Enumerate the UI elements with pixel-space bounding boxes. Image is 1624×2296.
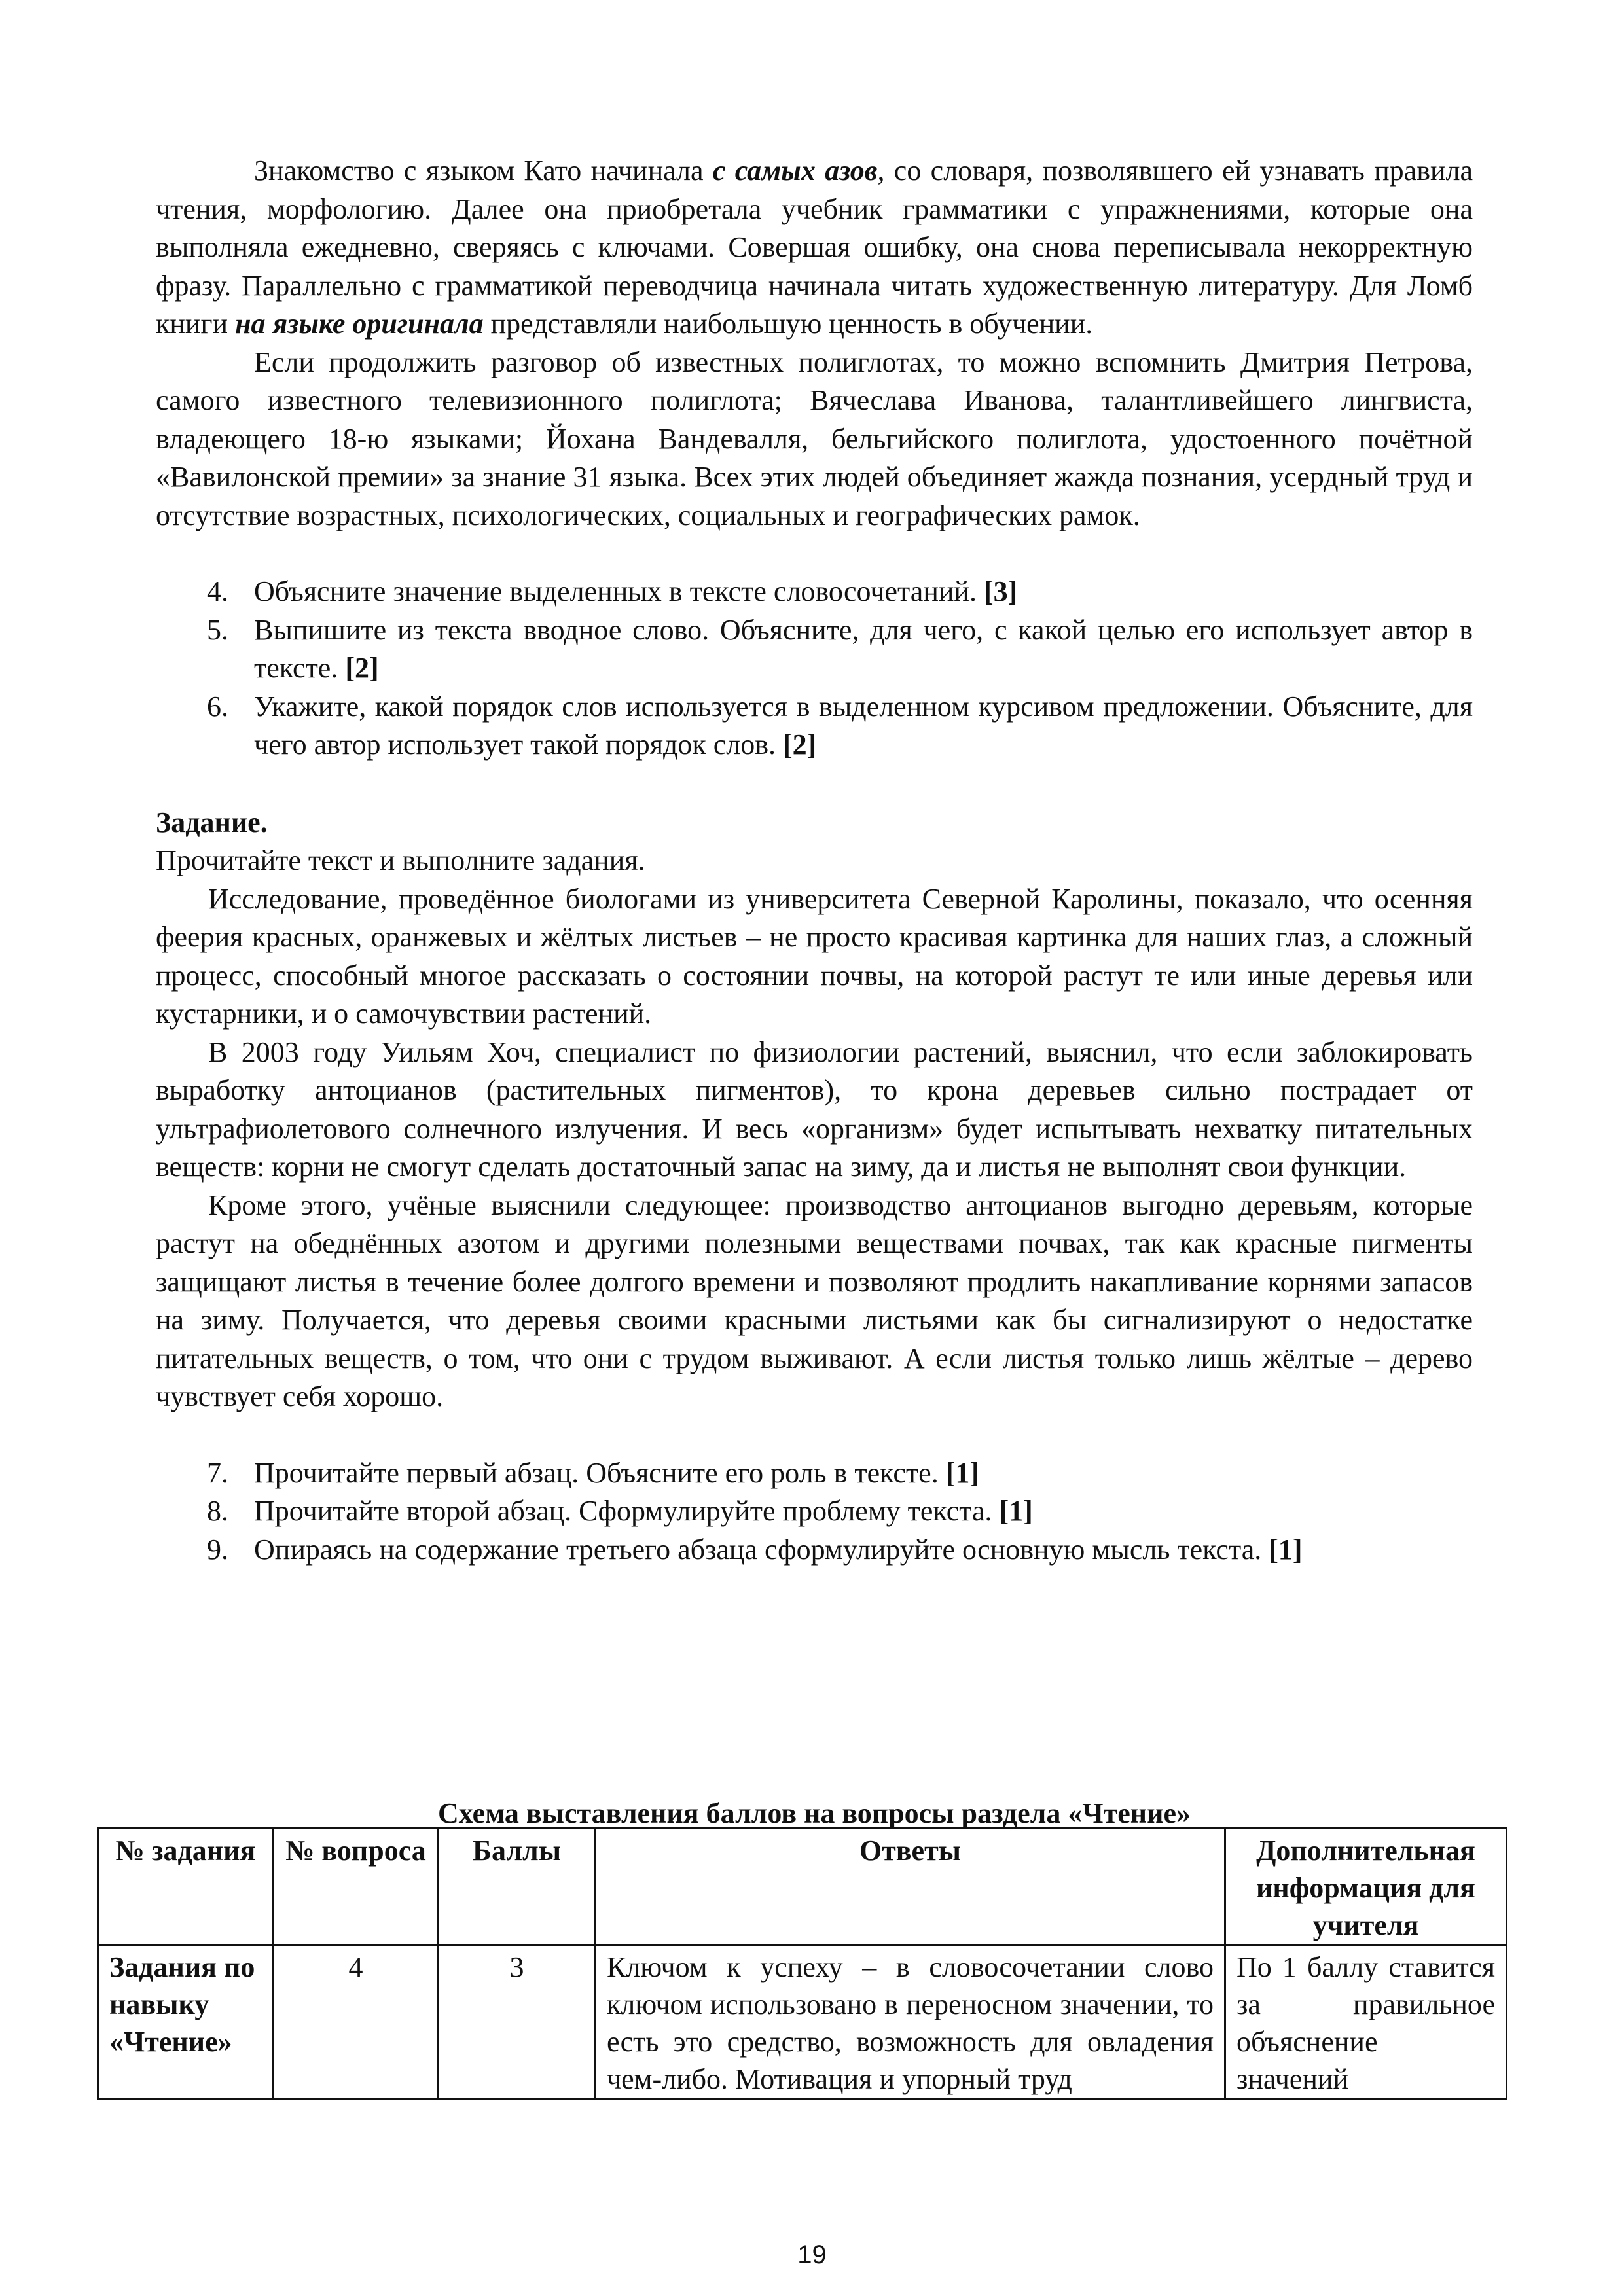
cell-points: 3	[439, 1945, 596, 2099]
task-instruction: Прочитайте текст и выполните задания.	[156, 844, 645, 876]
main-content	[156, 152, 1473, 1569]
page-number: 19	[797, 2240, 827, 2269]
cell-question: 4	[274, 1945, 439, 2099]
highlighted-phrase: на языке оригинала	[235, 308, 484, 340]
question-text: Прочитайте первый абзац. Объясните его роль в тексте.	[254, 1456, 946, 1489]
questions-list-a	[156, 573, 1473, 764]
question-text: Выпишите из текста вводное слово. Объясните, для чего, с какой целью его использует автор в тексте.	[254, 613, 1473, 684]
task-paragraph-2: В 2003 году Уильям Хоч, специалист по физиологии растений, выяснил, что если заблокировать выработку антоцианов (растительных пигментов), то крона деревьев сильно пострадает от ультрафиолетового солнечного излучения. И весь «организм» будет испытывать нехватку питательных веществ: корни не смогут сделать достаточный запас на зиму, да и листья не выполнят свои функции.	[156, 1035, 1473, 1183]
question-points: [1]	[999, 1495, 1033, 1527]
question-points: [1]	[945, 1456, 980, 1489]
task-paragraph-1: Исследование, проведённое биологами из университета Северной Каролины, показало, что осенняя феерия красных, оранжевых и жёлтых листьев – не просто красивая картинка для наших глаз, а сложный процесс, способный многое рассказать о состоянии почвы, на которой растут те или иные деревья или кустарники, и о самочувствии растений.	[156, 882, 1473, 1030]
header-question-number: № вопроса	[274, 1829, 439, 1945]
table-header-row	[98, 1829, 1507, 1945]
question-points: [1]	[1269, 1533, 1303, 1566]
question-number: 4.	[207, 575, 228, 607]
question-text: Прочитайте второй абзац. Сформулируйте проблему текста.	[254, 1495, 1000, 1527]
questions-list-b	[156, 1454, 1473, 1570]
scoring-table	[97, 1827, 1507, 2100]
question-text: Опираясь на содержание третьего абзаца сформулируйте основную мысль текста.	[254, 1533, 1269, 1566]
table-row	[98, 1945, 1507, 2099]
question-item	[156, 1531, 1473, 1570]
question-number: 5.	[207, 613, 228, 646]
question-number: 9.	[207, 1533, 228, 1566]
header-points: Баллы	[439, 1829, 596, 1945]
cell-answer: Ключом к успеху – в словосочетании слово ключом использовано в переносном значении, то есть это средство, возможность для овладения чем-либо. Мотивация и упорный труд	[596, 1945, 1225, 2099]
question-item	[156, 1454, 1473, 1493]
question-text: Укажите, какой порядок слов используется в выделенном курсивом предложении. Объясните, для чего автор использует такой порядок слов.	[254, 690, 1473, 761]
scheme-title: Схема выставления баллов на вопросы раздела «Чтение»	[437, 1797, 1191, 1829]
text-run: представляли наибольшую ценность в обучении.	[483, 308, 1093, 340]
task-heading: Задание.	[156, 806, 268, 838]
cell-note: По 1 баллу ставится за правильное объяснение значений	[1225, 1945, 1507, 2099]
cell-task: Задания по навыку «Чтение»	[98, 1945, 274, 2099]
header-teacher-info: Дополнительная информация для учителя	[1225, 1829, 1507, 1945]
question-item	[156, 688, 1473, 764]
question-points: [3]	[983, 575, 1018, 607]
header-answers: Ответы	[596, 1829, 1225, 1945]
question-item	[156, 1492, 1473, 1531]
header-task-number: № задания	[98, 1829, 274, 1945]
question-item	[156, 573, 1473, 611]
question-number: 6.	[207, 690, 228, 723]
question-number: 8.	[207, 1495, 228, 1527]
question-number: 7.	[207, 1456, 228, 1489]
intro-paragraph-1	[156, 152, 1473, 344]
question-points: [2]	[782, 728, 817, 761]
task-paragraph-3: Кроме этого, учёные выяснили следующее: производство антоцианов выгодно деревьям, которые растут на обеднённых азотом и другими полезными веществами почвах, так как красные пигменты защищают листья в течение более долгого времени и позволяют продлить накапливание корнями запасов на зиму. Получается, что деревья своими красными листьями как бы сигнализируют о недостатке питательных веществ, о том, что они с трудом выживают. А если листья только лишь жёлтые – дерево чувствует себя хорошо.	[156, 1189, 1473, 1412]
highlighted-phrase: с самых азов	[712, 154, 878, 187]
text-run: , со словаря, позволявшего ей узнавать правила чтения, морфологию. Далее она приобретала учебник грамматики с упражнениями, которые она выполняла ежедневно, сверяясь с ключами. Совершая ошибку, она снова переписывала некорректную фразу. Параллельно с грамматикой переводчица начинала читать художественную литературу. Для Ломб книги	[156, 154, 1473, 340]
question-item	[156, 611, 1473, 688]
intro-paragraph-2: Если продолжить разговор об известных полиглотах, то можно вспомнить Дмитрия Петрова, самого известного телевизионного полиглота; Вячеслава Иванова, талантливейшего лингвиста, владеющего 18-ю языками; Йохана Вандевалля, бельгийского полиглота, удостоенного почётной «Вавилонской премии» за знание 31 языка. Всех этих людей объединяет жажда познания, усердный труд и отсутствие возрастных, психологических, социальных и географических рамок.	[156, 346, 1473, 531]
question-points: [2]	[345, 652, 379, 684]
text-run: Знакомство с языком Като начинала	[254, 154, 713, 187]
question-text: Объясните значение выделенных в тексте словосочетаний.	[254, 575, 984, 607]
